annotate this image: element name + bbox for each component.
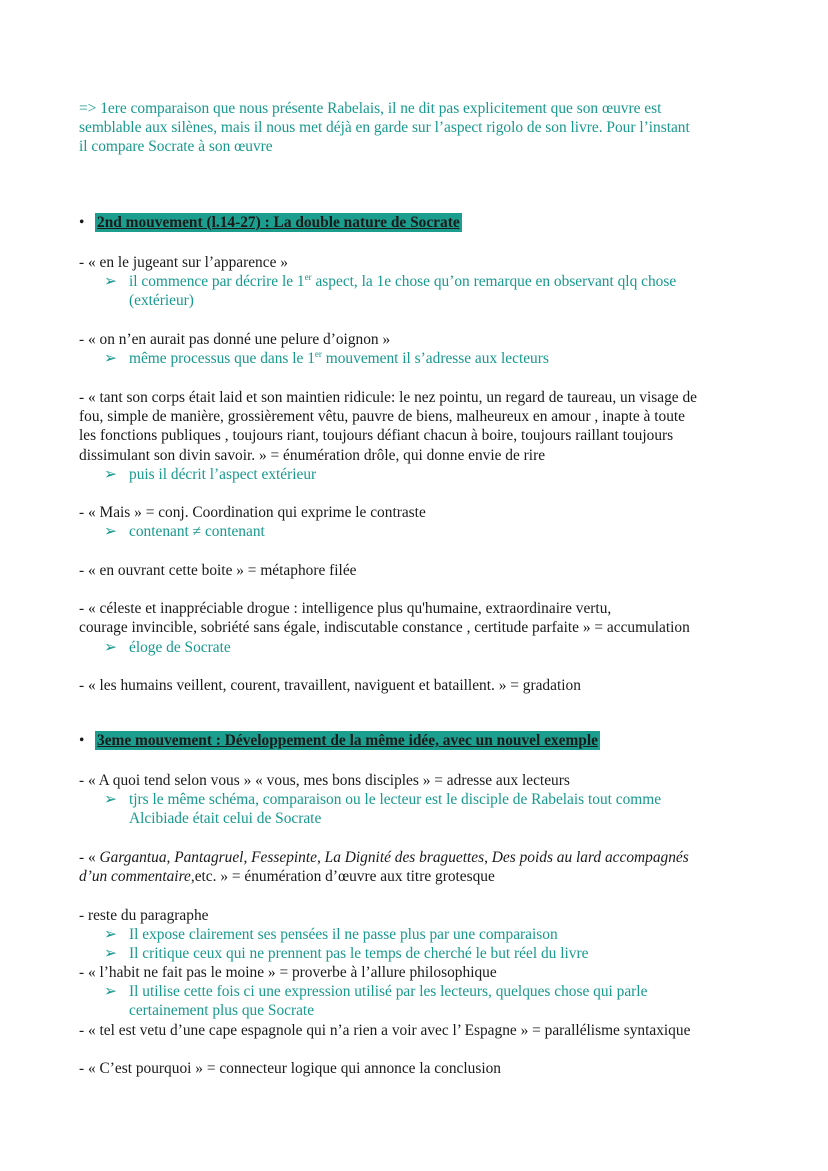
arrow-bullet-icon: ➢ xyxy=(104,639,117,656)
analysis-note: ➢ même processus que dans le 1er mouvement il s’adresse aux lecteurs xyxy=(104,349,549,367)
intro-line: semblable aux silènes, mais il nous met déjà en garde sur l’aspect rigolo de son livre. Pour l’instant xyxy=(79,119,690,137)
arrow-bullet-icon: ➢ xyxy=(104,466,117,483)
quote-line: - reste du paragraphe xyxy=(79,907,209,924)
intro-line: il compare Socrate à son œuvre xyxy=(79,138,273,156)
analysis-note: ➢ il commence par décrire le 1er aspect, la 1e chose qu’on remarque en observant qlq chose (extérieur) xyxy=(104,272,677,310)
quote-line: - « A quoi tend selon vous » « vous, mes bons disciples » = adresse aux lecteurs xyxy=(79,772,570,789)
section-2-title: 2nd mouvement (l.14-27) : La double nature de Socrate xyxy=(97,214,460,231)
analysis-note: ➢ tjrs le même schéma, comparaison ou le lecteur est le disciple de Rabelais tout comme Alcibiade était celui de Socrate xyxy=(104,791,662,828)
arrow-bullet-icon: ➢ xyxy=(104,273,117,290)
quote-line: - « C’est pourquoi » = connecteur logique qui annonce la conclusion xyxy=(79,1060,501,1077)
analysis-note: ➢ Il critique ceux qui ne prennent pas le temps de cherché le but réel du livre xyxy=(104,945,589,962)
section-3-heading xyxy=(79,731,600,751)
analysis-note: ➢ Il utilise cette fois ci une expression utilisé par les lecteurs, quelques chose qui parle certainement plus que Socrate xyxy=(104,983,648,1020)
arrow-bullet-icon: ➢ xyxy=(104,926,117,943)
quote-line: - « l’habit ne fait pas le moine » = proverbe à l’allure philosophique xyxy=(79,964,497,981)
quote-line: - « les humains veillent, courent, travaillent, naviguent et bataillent. » = gradation xyxy=(79,677,581,694)
quote-line: - « tel est vetu d’une cape espagnole qui n’a rien a voir avec l’ Espagne » = parallélisme syntaxique xyxy=(79,1022,691,1039)
analysis-note: ➢ contenant ≠ contenant xyxy=(104,523,265,540)
intro-paragraph xyxy=(79,99,759,157)
arrow-bullet-icon: ➢ xyxy=(104,945,117,962)
arrow-bullet-icon: ➢ xyxy=(104,523,117,540)
quote-line: - « Mais » = conj. Coordination qui exprime le contraste xyxy=(79,504,426,521)
quote-line: - « en le jugeant sur l’apparence » xyxy=(79,254,288,271)
quote-paragraph: - « céleste et inappréciable drogue : intelligence plus qu'humaine, extraordinaire vertu, courage invincible, sobriété sans égale, indiscutable constance , certitude parfaite » = accumulation xyxy=(79,600,690,637)
quote-line: - « on n’en aurait pas donné une pelure d’oignon » xyxy=(79,331,391,348)
analysis-note: ➢ Il expose clairement ses pensées il ne passe plus par une comparaison xyxy=(104,926,558,943)
analysis-note: ➢ puis il décrit l’aspect extérieur xyxy=(104,466,317,483)
quote-paragraph: - « Gargantua, Pantagruel, Fessepinte, La Dignité des braguettes, Des poids au lard accompagnés d’un commentaire,etc. » = énumération d’œuvre aux titre grotesque xyxy=(79,849,689,886)
arrow-bullet-icon: ➢ xyxy=(104,791,117,808)
arrow-bullet-icon: ➢ xyxy=(104,350,117,367)
quote-paragraph: - « tant son corps était laid et son maintien ridicule: le nez pointu, un regard de taureau, un visage de fou, simple de manière, grossièrement vêtu, pauvre de biens, malheureux en amour , inapte à toute les fonctions publiques , toujours riant, toujours défiant chacun à boire, toujours raillant toujours dissimulant son divin savoir. » = énumération drôle, qui donne envie de rire xyxy=(79,389,697,464)
arrow-bullet-icon: ➢ xyxy=(104,983,117,1000)
bullet-icon: • xyxy=(79,214,85,231)
section-2-heading xyxy=(79,213,462,233)
quote-line: - « en ouvrant cette boite » = métaphore filée xyxy=(79,562,357,579)
intro-line: => 1ere comparaison que nous présente Rabelais, il ne dit pas explicitement que son œuvre est xyxy=(79,100,662,117)
analysis-note: ➢ éloge de Socrate xyxy=(104,639,231,656)
section-3-title: 3eme mouvement : Développement de la même idée, avec un nouvel exemple xyxy=(97,732,598,749)
bullet-icon: • xyxy=(79,732,85,749)
